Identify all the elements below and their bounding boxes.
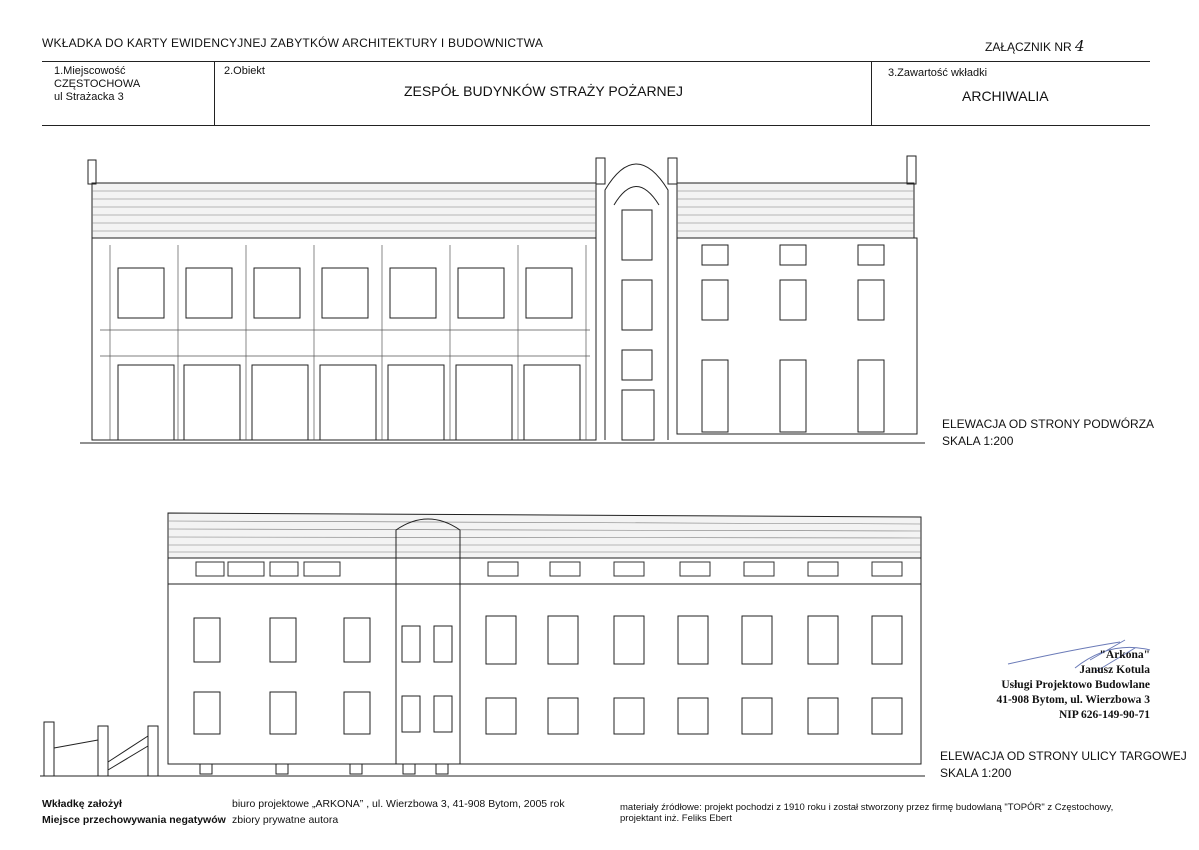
negatives-value: zbiory prywatne autora xyxy=(232,814,339,826)
attachment-label: ZAŁĄCZNIK NR xyxy=(985,40,1072,54)
negatives-label: Miejsce przechowywania negatywów xyxy=(42,814,226,826)
elevation-scale: SKALA 1:200 xyxy=(942,434,1014,448)
street-elevation-drawing xyxy=(40,513,925,776)
stamp-address: 41-908 Bytom, ul. Wierzbowa 3 xyxy=(996,694,1150,706)
elevation-scale: SKALA 1:200 xyxy=(940,766,1012,780)
attachment-number-value: 4 xyxy=(1075,37,1085,55)
made-by-label: Wkładkę założył xyxy=(42,798,122,810)
document-title: WKŁADKA DO KARTY EWIDENCYJNEJ ZABYTKÓW ARCHITEKTURY I BUDOWNICTWA xyxy=(42,36,544,50)
object-label: 2.Obiekt xyxy=(224,65,265,77)
content-label: 3.Zawartość wkładki xyxy=(888,67,988,79)
garage-bays xyxy=(118,268,580,440)
content-value: ARCHIWALIA xyxy=(962,88,1049,104)
street-windows xyxy=(194,616,902,734)
sources-note xyxy=(620,802,1180,824)
elevation-caption-courtyard xyxy=(942,416,1154,450)
sources-line: materiały źródłowe: projekt pochodzi z 1910 roku i został stworzony przez firmę budowlaną "TOPÓR" z Częstochowy, xyxy=(620,802,1114,813)
sources-line: projektant inż. Feliks Ebert xyxy=(620,813,732,824)
elevation-caption-street xyxy=(940,748,1187,782)
elevation-title: ELEWACJA OD STRONY ULICY TARGOWEJ xyxy=(940,749,1187,763)
stamp-person: Janusz Kotula xyxy=(1079,664,1150,676)
stamp-service: Usługi Projektowo Budowlane xyxy=(1001,679,1150,691)
stamp-nip: NIP 626-149-90-71 xyxy=(1058,709,1150,721)
elevation-title: ELEWACJA OD STRONY PODWÓRZA xyxy=(942,417,1155,431)
place-city: CZĘSTOCHOWA xyxy=(54,78,141,90)
object-name: ZESPÓŁ BUDYNKÓW STRAŻY POŻARNEJ xyxy=(404,83,684,99)
company-stamp xyxy=(960,648,1150,723)
courtyard-elevation-drawing xyxy=(80,156,925,443)
made-by-value: biuro projektowe „ARKONA” , ul. Wierzbowa 3, 41-908 Bytom, 2005 rok xyxy=(232,798,565,810)
place-label: 1.Miejscowość xyxy=(54,65,126,77)
place-street: ul Strażacka 3 xyxy=(54,91,124,103)
stamp-company: "Arkona" xyxy=(1099,649,1150,661)
